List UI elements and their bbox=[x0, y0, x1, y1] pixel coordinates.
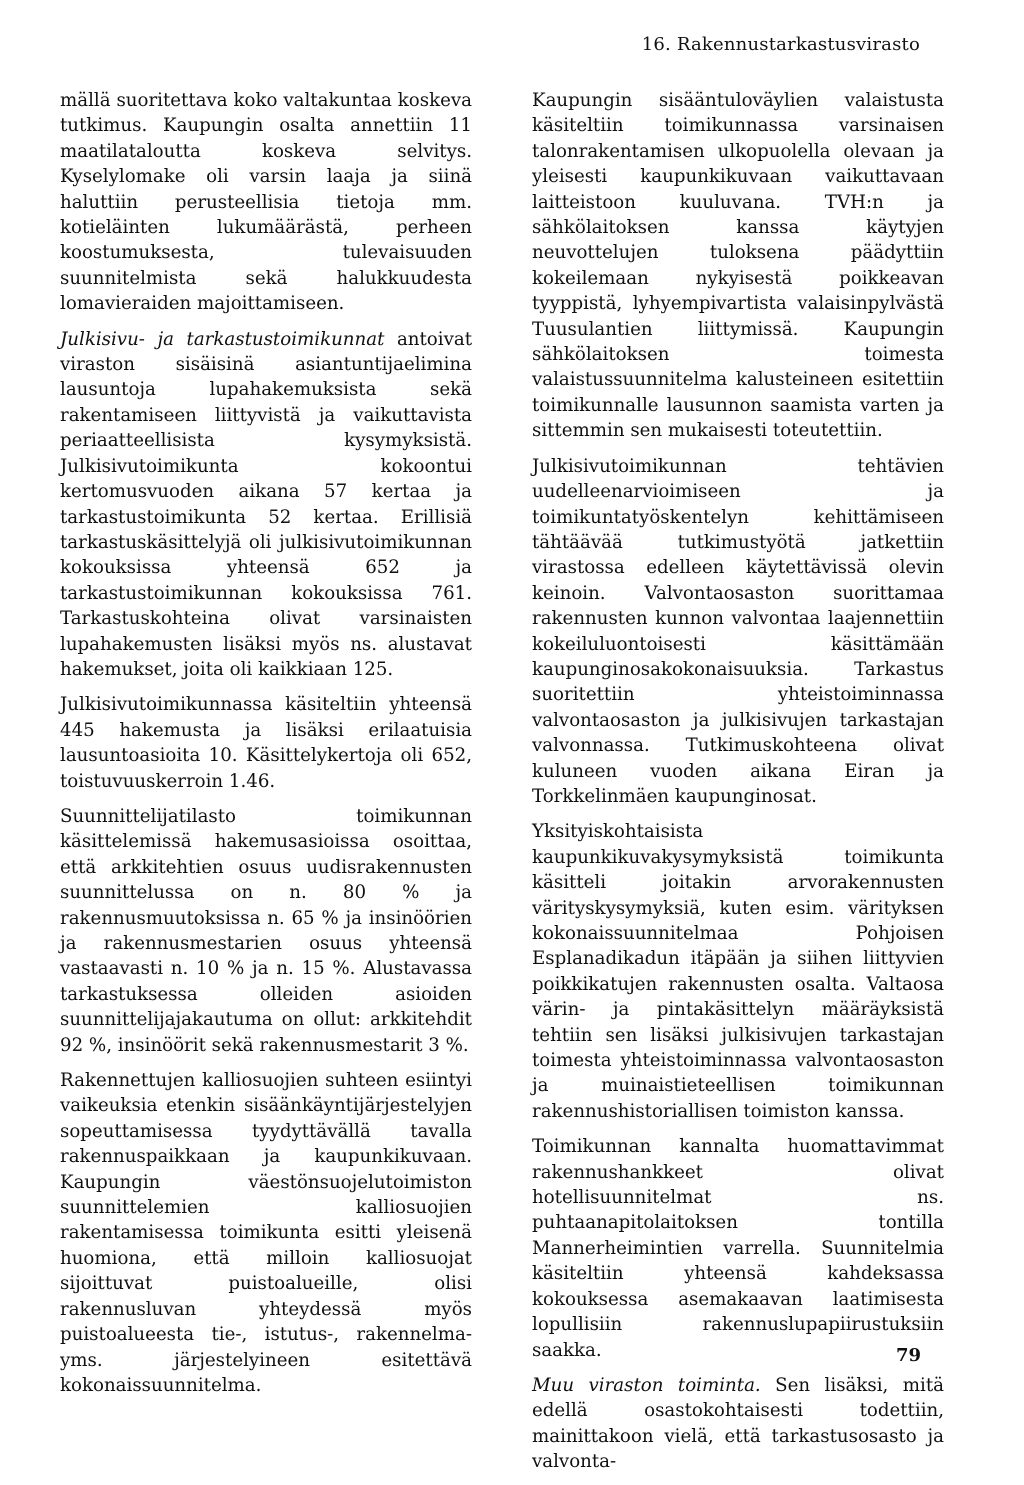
paragraph-text: Sen lisäksi, mitä edellä osastokohtaisesti todettiin, mainittakoon vielä, että tarkastusosasto ja valvonta- bbox=[532, 1374, 944, 1473]
paragraph: Julkisivutoimikunnassa käsiteltiin yhteensä 445 hakemusta ja lisäksi erilaatuisia lausuntoasioita 10. Käsittelykertoja oli 652, toistuvuuskerroin 1.46. bbox=[60, 694, 472, 792]
page-number: 79 bbox=[895, 1345, 921, 1366]
left-column bbox=[60, 88, 472, 1408]
paragraph: Toimikunnan kannalta huomattavimmat rakennushankkeet olivat hotellisuunnitelmat ns. puhtaanapitolaitoksen tontilla Mannerheimintien varrella. Suunnitelmia käsiteltiin yhteensä kahdeksassa kokouksessa asemakaavan laatimisesta lopullisiin rakennuslupapiirustuksiin saakka. bbox=[532, 1136, 944, 1361]
paragraph: mällä suoritettava koko valtakuntaa koskeva tutkimus. Kaupungin osalta annettiin 11 maatilataloutta koskeva selvitys. Kyselylomake oli varsin laaja ja siinä haluttiin perusteellisia tietoja mm. kotieläinten lukumäärästä, perheen koostumuksesta, tulevaisuuden suunnitelmista sekä halukkuudesta lomavieraiden majoittamiseen. bbox=[60, 90, 472, 315]
paragraph-other-activities bbox=[532, 1373, 944, 1475]
paragraph-facade-committees bbox=[60, 327, 472, 683]
paragraph: Julkisivutoimikunnan tehtävien uudelleenarvioimiseen ja toimikuntatyöskentelyn kehittämiseen tähtäävää tutkimustyötä jatkettiin virastossa edelleen käytettävissä olevin keinoin. Valvontaosaston suorittamaa rakennusten kunnon valvontaa laajennettiin kokeiluluontoisesti käsittämään kaupunginosakokonaisuuksia. Tarkastus suoritettiin yhteistoiminnassa valvontaosaston ja julkisivujen tarkastajan valvonnassa. Tutkimuskohteena olivat kuluneen vuoden aikana Eiran ja Torkkelinmäen kaupunginosat. bbox=[532, 455, 944, 807]
section-lead: Julkisivu- ja tarkastustoimikunnat bbox=[60, 328, 385, 350]
paragraph: Yksityiskohtaisista kaupunkikuvakysymyksistä toimikunta käsitteli joitakin arvorakennusten värityskysymyksiä, kuten esim. värityksen kokonaissuunnitelmaa Pohjoisen Esplanadikadun itäpään ja siihen liittyvien poikkikatujen rakennusten osalta. Valtaosa värin- ja pintakäsittelyn määräyksistä tehtiin sen lisäksi julkisivujen tarkastajan toimesta yhteistoiminnassa valvontaosaston ja muinaistieteellisen toimikunnan rakennushistoriallisen toimiston kanssa. bbox=[532, 821, 944, 1122]
paragraph: Kaupungin sisääntuloväylien valaistusta käsiteltiin toimikunnassa varsinaisen talonrakentamisen ulkopuolella olevaan ja yleisesti kaupunkikuvaan vaikuttavaan laitteistoon kuuluvana. TVH:n ja sähkölaitoksen kanssa käytyjen neuvottelujen tuloksena päädyttiin kokeilemaan nykyisestä poikkeavan tyyppistä, lyhyempivartista valaisinpylvästä Tuusulantien liittymissä. Kaupungin sähkölaitoksen toimesta valaistussuunnitelma kalusteineen esitettiin toimikunnalle lausunnon saamista varten ja sittemmin sen mukaisesti toteutettiin. bbox=[532, 90, 944, 442]
paragraph: Suunnittelijatilasto toimikunnan käsittelemissä hakemusasioissa osoittaa, että arkkitehtien osuus uudisrakennusten suunnittelussa on n. 80 % ja rakennusmuutoksissa n. 65 % ja insinöörien ja rakennusmestarien osuus yhteensä vastaavasti n. 10 % ja n. 15 %. Alustavassa tarkastuksessa olleiden asioiden suunnittelijajakautuma on ollut: arkkitehdit 92 %, insinöörit sekä rakennusmestarit 3 %. bbox=[60, 805, 472, 1056]
paragraph-text: antoivat viraston sisäisinä asiantuntijaelimina lausuntoja lupahakemuksista sekä rakentamiseen liittyvistä ja vaikuttavista periaatteellisista kysymyksistä. Julkisivutoimikunta kokoontui kertomusvuoden aikana 57 kertaa ja tarkastustoimikunta 52 kertaa. Erillisiä tarkastuskäsittelyjä oli julkisivutoimikunnan kokouksissa yhteensä 652 ja tarkastustoimikunnan kokouksissa 761. Tarkastuskohteina olivat varsinaisten lupahakemusten lisäksi myös ns. alustavat hakemukset, joita oli kaikkiaan 125. bbox=[60, 328, 473, 680]
paragraph: Rakennettujen kalliosuojien suhteen esiintyi vaikeuksia etenkin sisäänkäyntijärjestelyjen sopeuttamisessa tyydyttävällä tavalla rakennuspaikkaan ja kaupunkikuvaan. Kaupungin väestönsuojelutoimiston suunnittelemien kalliosuojien rakentamisessa toimikunta esitti yleisenä huomiona, että milloin kalliosuojat sijoittuvat puistoalueille, olisi rakennusluvan yhteydessä myös puistoalueesta tie-, istutus-, rakennelma- yms. järjestelyineen esitettävä kokonaissuunnitelma. bbox=[60, 1070, 472, 1396]
running-title: 16. Rakennustarkastusvirasto bbox=[641, 34, 920, 55]
right-column bbox=[532, 88, 944, 1485]
section-lead: Muu viraston toiminta. bbox=[532, 1374, 761, 1396]
